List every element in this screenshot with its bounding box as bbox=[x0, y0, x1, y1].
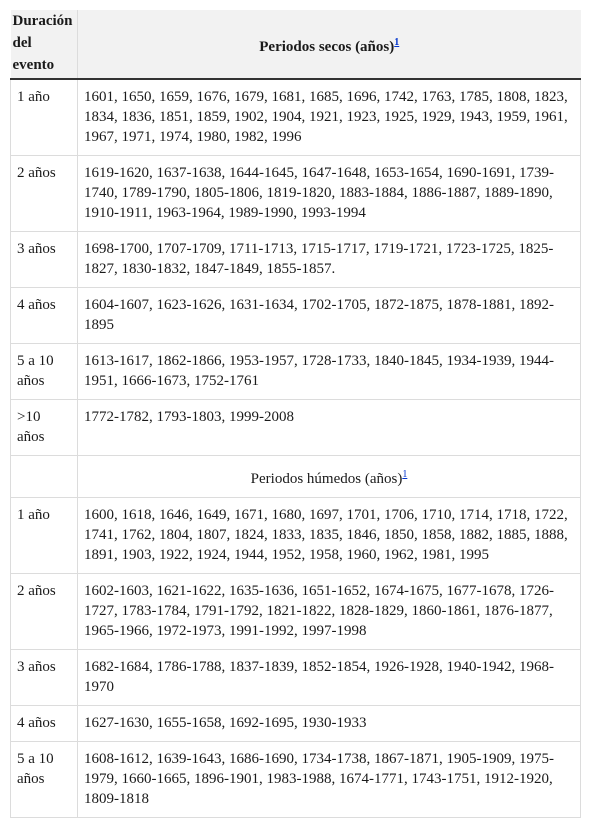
years-cell: 1602-1603, 1621-1622, 1635-1636, 1651-1652, 1674-1675, 1677-1678, 1726-1727, 1783-1784, 1791-1792, 1821-1822, 1828-1829, 1860-1861, 1876-1877, 1965-1966, 1972-1973, 1991-1992, 1997-1998 bbox=[78, 574, 581, 650]
wet-periods-label: Periodos húmedos (años) bbox=[250, 471, 403, 487]
footnote-link[interactable]: 1 bbox=[402, 469, 408, 480]
duration-cell: 5 a 10 años bbox=[11, 742, 78, 818]
duration-column-header: Duración del evento bbox=[11, 10, 78, 79]
years-cell: 1682-1684, 1786-1788, 1837-1839, 1852-1854, 1926-1928, 1940-1942, 1968-1970 bbox=[78, 650, 581, 706]
duration-cell: 3 años bbox=[11, 232, 78, 288]
wet-section-header-row bbox=[11, 456, 581, 498]
drought-periods-table bbox=[10, 10, 581, 818]
duration-cell: 2 años bbox=[11, 156, 78, 232]
duration-cell: 5 a 10 años bbox=[11, 344, 78, 400]
years-cell: 1601, 1650, 1659, 1676, 1679, 1681, 1685, 1696, 1742, 1763, 1785, 1808, 1823, 1834, 1836, 1851, 1859, 1902, 1904, 1921, 1923, 1925, 1929, 1943, 1959, 1961, 1967, 1971, 1974, 1980, 1982, 1996 bbox=[78, 79, 581, 156]
dry-periods-header-label: Periodos secos (años) bbox=[259, 39, 395, 55]
table-row bbox=[11, 79, 581, 156]
duration-cell: 4 años bbox=[11, 706, 78, 742]
duration-cell: 3 años bbox=[11, 650, 78, 706]
years-cell: 1604-1607, 1623-1626, 1631-1634, 1702-1705, 1872-1875, 1878-1881, 1892-1895 bbox=[78, 288, 581, 344]
table-row bbox=[11, 574, 581, 650]
footnote-ref bbox=[394, 34, 399, 48]
years-cell: 1698-1700, 1707-1709, 1711-1713, 1715-1717, 1719-1721, 1723-1725, 1825-1827, 1830-1832, 1847-1849, 1855-1857. bbox=[78, 232, 581, 288]
duration-cell: 1 año bbox=[11, 79, 78, 156]
header-row bbox=[11, 10, 581, 79]
table-row bbox=[11, 742, 581, 818]
years-cell: 1613-1617, 1862-1866, 1953-1957, 1728-1733, 1840-1845, 1934-1939, 1944-1951, 1666-1673, 1752-1761 bbox=[78, 344, 581, 400]
dry-periods-column-header bbox=[78, 10, 581, 79]
table-row bbox=[11, 650, 581, 706]
years-cell: 1619-1620, 1637-1638, 1644-1645, 1647-1648, 1653-1654, 1690-1691, 1739-1740, 1789-1790, 1805-1806, 1819-1820, 1883-1884, 1886-1887, 1889-1890, 1910-1911, 1963-1964, 1989-1990, 1993-1994 bbox=[78, 156, 581, 232]
years-cell: 1772-1782, 1793-1803, 1999-2008 bbox=[78, 400, 581, 456]
duration-cell: 4 años bbox=[11, 288, 78, 344]
table-row bbox=[11, 706, 581, 742]
wet-periods-subheader bbox=[78, 456, 581, 498]
dry-rows bbox=[11, 79, 581, 818]
table-row bbox=[11, 344, 581, 400]
table-row bbox=[11, 498, 581, 574]
years-cell: 1600, 1618, 1646, 1649, 1671, 1680, 1697, 1701, 1706, 1710, 1714, 1718, 1722, 1741, 1762, 1804, 1807, 1824, 1833, 1835, 1846, 1850, 1858, 1882, 1885, 1888, 1891, 1903, 1922, 1924, 1944, 1952, 1958, 1960, 1962, 1981, 1995 bbox=[78, 498, 581, 574]
footnote-link[interactable]: 1 bbox=[394, 37, 400, 48]
duration-cell: 2 años bbox=[11, 574, 78, 650]
footnote-ref bbox=[402, 466, 407, 480]
duration-cell: >10 años bbox=[11, 400, 78, 456]
table-row bbox=[11, 288, 581, 344]
table-row bbox=[11, 232, 581, 288]
table-row bbox=[11, 400, 581, 456]
years-cell: 1627-1630, 1655-1658, 1692-1695, 1930-1933 bbox=[78, 706, 581, 742]
years-cell: 1608-1612, 1639-1643, 1686-1690, 1734-1738, 1867-1871, 1905-1909, 1975-1979, 1660-1665, 1896-1901, 1983-1988, 1674-1771, 1743-1751, 1912-1920, 1809-1818 bbox=[78, 742, 581, 818]
table-row bbox=[11, 156, 581, 232]
table-container bbox=[10, 10, 580, 807]
duration-cell: 1 año bbox=[11, 498, 78, 574]
empty-cell bbox=[11, 456, 78, 498]
